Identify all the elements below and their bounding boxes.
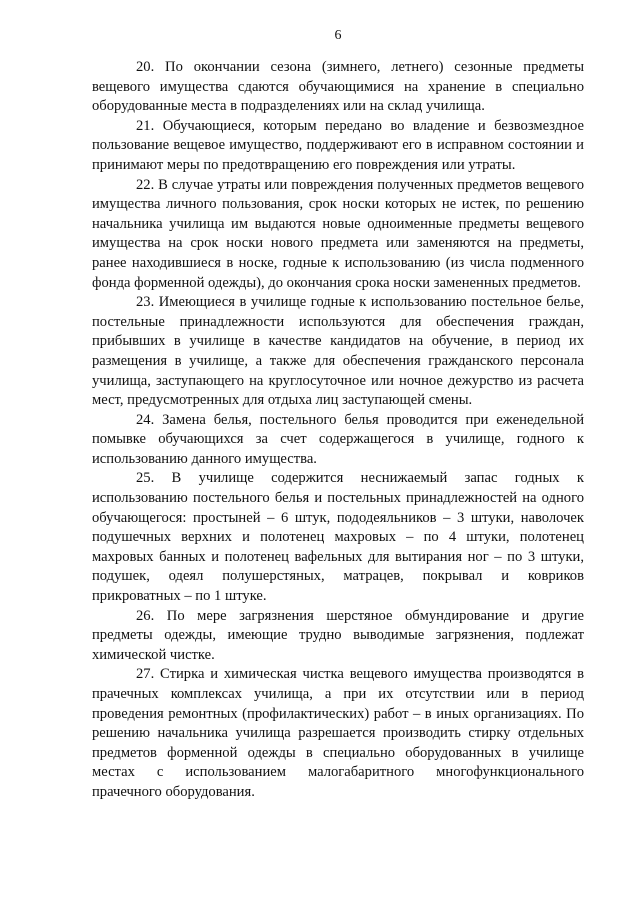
paragraph-27: 27. Стирка и химическая чистка вещевого имущества производятся в прачечных комплексах училища, а при их отсутствии или в период проведения ремонтных (профилактических) работ – в иных организациях. По решению начальника училища разрешается производить стирку отдельных предметов форменной одежды в специально оборудованных в училище местах с использованием малогабаритного многофункционального прачечного оборудования. [92,666,584,800]
paragraph-25: 25. В училище содержится неснижаемый запас годных к использованию постельного белья и постельных принадлежностей на одного обучающегося: простыней – 6 штук, пододеяльников – 3 штуки, наволочек подушечных верхних и полотенец махровых – по 4 штуки, полотенец махровых банных и полотенец вафельных для вытирания ног – по 3 штуки, подушек, одеял полушерстяных, матрацев, покрывал и ковриков прикроватных – по 1 штуке. [92,470,584,605]
paragraph-23: 23. Имеющиеся в училище годные к использованию постельное белье, постельные принадлежности используются для обеспечения граждан, прибывших в училище в качестве кандидатов на обучение, в период их размещения в училище, а также для обеспечения гражданского персонала училища, заступающего на круглосуточное или ночное дежурство из расчета мест, предусмотренных для отдыха лиц заступающей смены. [92,294,584,409]
paragraph-26: 26. По мере загрязнения шерстяное обмундирование и другие предметы одежды, имеющие трудно выводимые загрязнения, подлежат химической чистке. [92,607,584,663]
paragraph-22: 22. В случае утраты или повреждения полученных предметов вещевого имущества личного пользования, срок носки которых не истек, по решению начальника училища им выдаются новые одноименные предметы вещевого имущества на срок носки нового предмета или заменяются на предметы, ранее находившиеся в носке, годные к использованию (из числа подменного фонда форменной одежды), до окончания срока носки замененных предметов. [92,176,584,291]
paragraph-20: 20. По окончании сезона (зимнего, летнего) сезонные предметы вещевого имущества сдаются обучающимися на хранение в специально оборудованные места в подразделениях или на склад училища. [92,59,584,115]
paragraph-24: 24. Замена белья, постельного белья проводится при еженедельной помывке обучающихся за счет содержащегося в училище, годного к использованию данного имущества. [92,411,584,467]
page-number: 6 [334,28,342,43]
paragraph-21: 21. Обучающиеся, которым передано во владение и безвозмездное пользование вещевое имущество, поддерживают его в исправном состоянии и принимают меры по предотвращению его повреждения или утраты. [92,117,584,173]
